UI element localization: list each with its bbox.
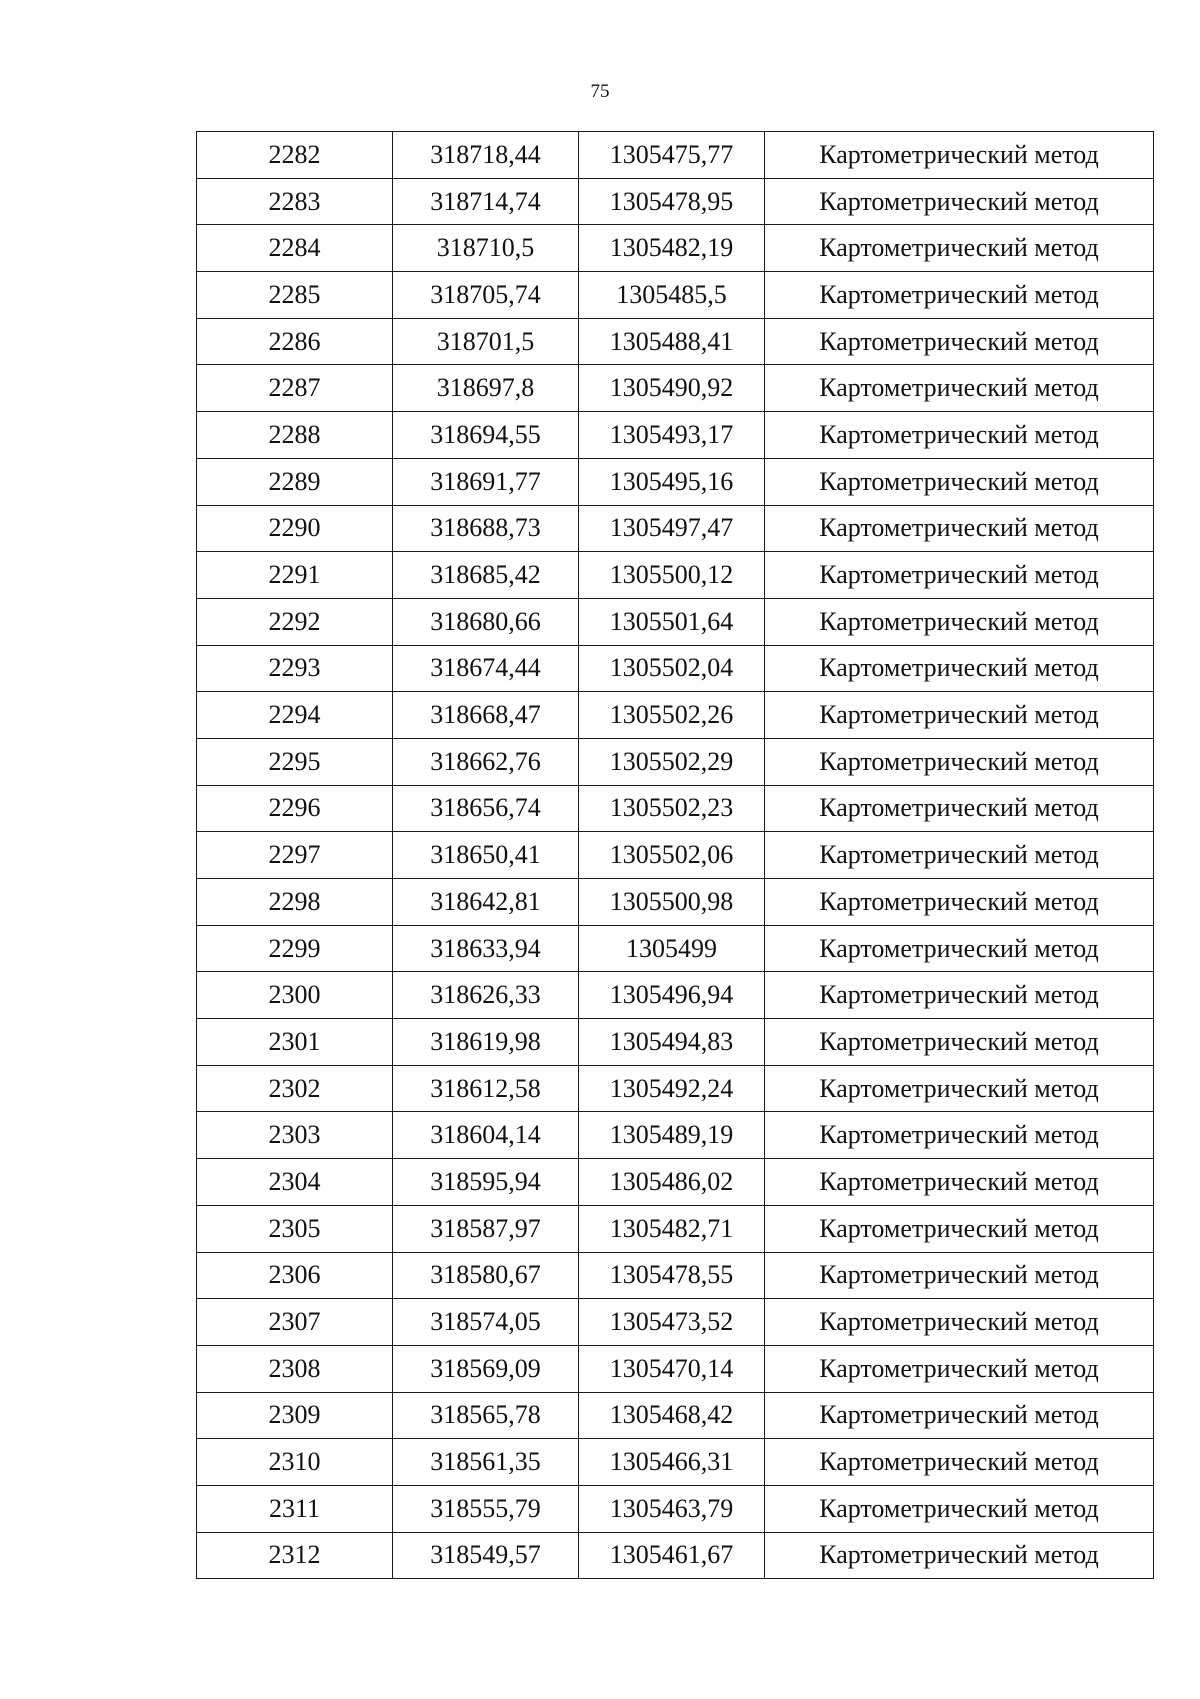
method-cell: Картометрический метод [765,178,1154,225]
x-coordinate-cell: 318574,05 [393,1299,579,1346]
table-row [197,552,1154,599]
x-coordinate-cell: 318674,44 [393,645,579,692]
point-number-cell: 2294 [197,692,393,739]
x-coordinate-cell: 318561,35 [393,1439,579,1486]
x-coordinate-cell: 318710,5 [393,225,579,272]
x-coordinate-cell: 318587,97 [393,1205,579,1252]
page-number: 75 [590,81,610,102]
y-coordinate-cell: 1305486,02 [579,1159,765,1206]
x-coordinate-cell: 318612,58 [393,1065,579,1112]
table-row [197,1252,1154,1299]
method-cell: Картометрический метод [765,1112,1154,1159]
y-coordinate-cell: 1305482,19 [579,225,765,272]
table-row [197,879,1154,926]
coordinates-table [196,131,1154,1579]
point-number-cell: 2306 [197,1252,393,1299]
table-row [197,1392,1154,1439]
y-coordinate-cell: 1305473,52 [579,1299,765,1346]
x-coordinate-cell: 318718,44 [393,132,579,179]
y-coordinate-cell: 1305489,19 [579,1112,765,1159]
point-number-cell: 2300 [197,972,393,1019]
point-number-cell: 2289 [197,458,393,505]
table-row [197,225,1154,272]
y-coordinate-cell: 1305495,16 [579,458,765,505]
method-cell: Картометрический метод [765,1159,1154,1206]
table-row [197,1065,1154,1112]
table-row [197,972,1154,1019]
point-number-cell: 2292 [197,598,393,645]
point-number-cell: 2291 [197,552,393,599]
point-number-cell: 2296 [197,785,393,832]
table-row [197,458,1154,505]
point-number-cell: 2285 [197,272,393,319]
point-number-cell: 2308 [197,1345,393,1392]
x-coordinate-cell: 318668,47 [393,692,579,739]
table-row [197,505,1154,552]
method-cell: Картометрический метод [765,552,1154,599]
table-row [197,272,1154,319]
method-cell: Картометрический метод [765,1439,1154,1486]
method-cell: Картометрический метод [765,832,1154,879]
y-coordinate-cell: 1305475,77 [579,132,765,179]
point-number-cell: 2287 [197,365,393,412]
point-number-cell: 2297 [197,832,393,879]
point-number-cell: 2303 [197,1112,393,1159]
point-number-cell: 2288 [197,412,393,459]
point-number-cell: 2301 [197,1019,393,1066]
y-coordinate-cell: 1305502,04 [579,645,765,692]
x-coordinate-cell: 318549,57 [393,1532,579,1579]
table-row [197,132,1154,179]
y-coordinate-cell: 1305496,94 [579,972,765,1019]
method-cell: Картометрический метод [765,738,1154,785]
y-coordinate-cell: 1305466,31 [579,1439,765,1486]
x-coordinate-cell: 318697,8 [393,365,579,412]
x-coordinate-cell: 318650,41 [393,832,579,879]
y-coordinate-cell: 1305470,14 [579,1345,765,1392]
x-coordinate-cell: 318714,74 [393,178,579,225]
method-cell: Картометрический метод [765,879,1154,926]
method-cell: Картометрический метод [765,458,1154,505]
point-number-cell: 2298 [197,879,393,926]
table-row [197,1019,1154,1066]
x-coordinate-cell: 318694,55 [393,412,579,459]
method-cell: Картометрический метод [765,1205,1154,1252]
y-coordinate-cell: 1305502,29 [579,738,765,785]
x-coordinate-cell: 318565,78 [393,1392,579,1439]
y-coordinate-cell: 1305494,83 [579,1019,765,1066]
y-coordinate-cell: 1305500,98 [579,879,765,926]
method-cell: Картометрический метод [765,1299,1154,1346]
point-number-cell: 2304 [197,1159,393,1206]
x-coordinate-cell: 318626,33 [393,972,579,1019]
table-row [197,1439,1154,1486]
method-cell: Картометрический метод [765,925,1154,972]
method-cell: Картометрический метод [765,785,1154,832]
point-number-cell: 2302 [197,1065,393,1112]
x-coordinate-cell: 318595,94 [393,1159,579,1206]
method-cell: Картометрический метод [765,1532,1154,1579]
point-number-cell: 2283 [197,178,393,225]
table-row [197,738,1154,785]
y-coordinate-cell: 1305492,24 [579,1065,765,1112]
table-row [197,785,1154,832]
method-cell: Картометрический метод [765,225,1154,272]
method-cell: Картометрический метод [765,1485,1154,1532]
point-number-cell: 2284 [197,225,393,272]
y-coordinate-cell: 1305501,64 [579,598,765,645]
table-row [197,178,1154,225]
y-coordinate-cell: 1305463,79 [579,1485,765,1532]
point-number-cell: 2286 [197,318,393,365]
x-coordinate-cell: 318619,98 [393,1019,579,1066]
y-coordinate-cell: 1305499 [579,925,765,972]
point-number-cell: 2295 [197,738,393,785]
point-number-cell: 2311 [197,1485,393,1532]
table-row [197,1345,1154,1392]
x-coordinate-cell: 318701,5 [393,318,579,365]
x-coordinate-cell: 318662,76 [393,738,579,785]
x-coordinate-cell: 318555,79 [393,1485,579,1532]
method-cell: Картометрический метод [765,1065,1154,1112]
method-cell: Картометрический метод [765,1345,1154,1392]
y-coordinate-cell: 1305493,17 [579,412,765,459]
y-coordinate-cell: 1305478,95 [579,178,765,225]
method-cell: Картометрический метод [765,1392,1154,1439]
x-coordinate-cell: 318569,09 [393,1345,579,1392]
point-number-cell: 2309 [197,1392,393,1439]
table-row [197,1299,1154,1346]
coordinates-table-body [197,132,1154,1579]
y-coordinate-cell: 1305488,41 [579,318,765,365]
table-row [197,365,1154,412]
x-coordinate-cell: 318705,74 [393,272,579,319]
method-cell: Картометрический метод [765,272,1154,319]
method-cell: Картометрический метод [765,1252,1154,1299]
method-cell: Картометрический метод [765,645,1154,692]
y-coordinate-cell: 1305502,23 [579,785,765,832]
x-coordinate-cell: 318642,81 [393,879,579,926]
x-coordinate-cell: 318691,77 [393,458,579,505]
point-number-cell: 2282 [197,132,393,179]
table-row [197,1485,1154,1532]
point-number-cell: 2305 [197,1205,393,1252]
method-cell: Картометрический метод [765,318,1154,365]
point-number-cell: 2310 [197,1439,393,1486]
y-coordinate-cell: 1305497,47 [579,505,765,552]
table-row [197,925,1154,972]
table-row [197,645,1154,692]
x-coordinate-cell: 318580,67 [393,1252,579,1299]
table-row [197,1159,1154,1206]
y-coordinate-cell: 1305500,12 [579,552,765,599]
y-coordinate-cell: 1305502,06 [579,832,765,879]
method-cell: Картометрический метод [765,412,1154,459]
y-coordinate-cell: 1305502,26 [579,692,765,739]
table-row [197,318,1154,365]
method-cell: Картометрический метод [765,505,1154,552]
point-number-cell: 2312 [197,1532,393,1579]
x-coordinate-cell: 318656,74 [393,785,579,832]
method-cell: Картометрический метод [765,972,1154,1019]
table-row [197,1205,1154,1252]
x-coordinate-cell: 318604,14 [393,1112,579,1159]
table-row [197,412,1154,459]
method-cell: Картометрический метод [765,598,1154,645]
table-row [197,598,1154,645]
method-cell: Картометрический метод [765,365,1154,412]
x-coordinate-cell: 318685,42 [393,552,579,599]
method-cell: Картометрический метод [765,132,1154,179]
x-coordinate-cell: 318680,66 [393,598,579,645]
table-row [197,692,1154,739]
y-coordinate-cell: 1305482,71 [579,1205,765,1252]
table-row [197,1532,1154,1579]
method-cell: Картометрический метод [765,692,1154,739]
point-number-cell: 2293 [197,645,393,692]
y-coordinate-cell: 1305468,42 [579,1392,765,1439]
x-coordinate-cell: 318633,94 [393,925,579,972]
method-cell: Картометрический метод [765,1019,1154,1066]
y-coordinate-cell: 1305478,55 [579,1252,765,1299]
point-number-cell: 2290 [197,505,393,552]
point-number-cell: 2307 [197,1299,393,1346]
y-coordinate-cell: 1305490,92 [579,365,765,412]
y-coordinate-cell: 1305461,67 [579,1532,765,1579]
y-coordinate-cell: 1305485,5 [579,272,765,319]
table-row [197,1112,1154,1159]
table-row [197,832,1154,879]
x-coordinate-cell: 318688,73 [393,505,579,552]
point-number-cell: 2299 [197,925,393,972]
